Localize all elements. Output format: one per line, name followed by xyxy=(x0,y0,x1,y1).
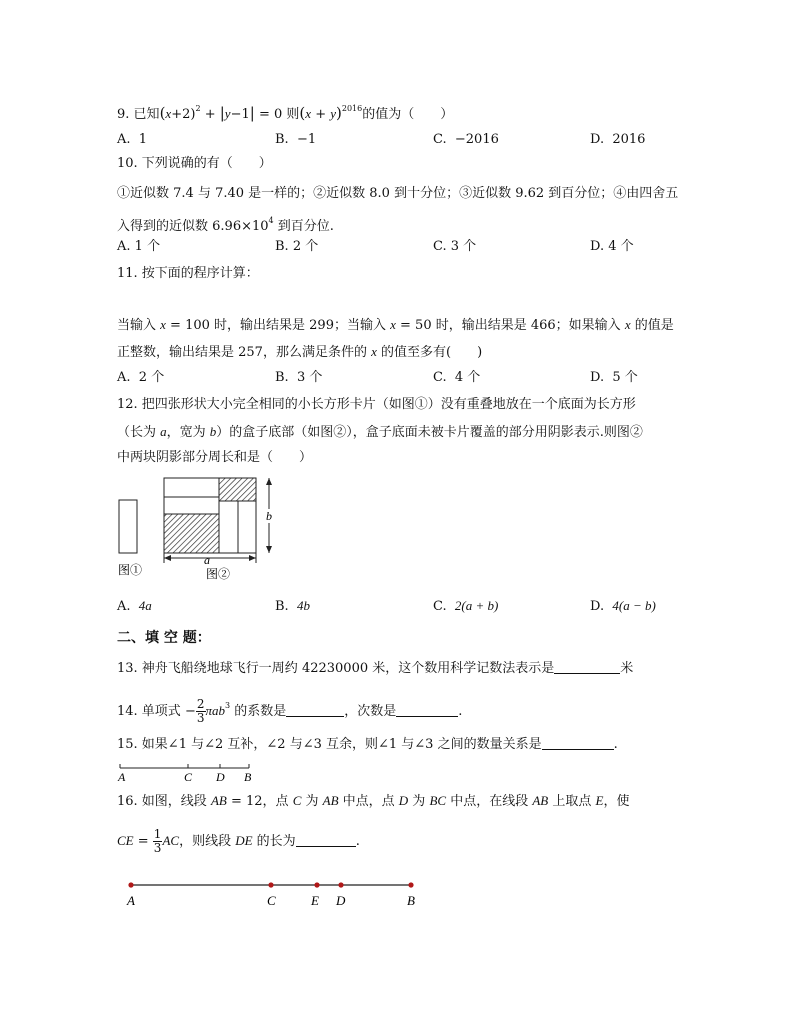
q12-line3: 中两块阴影部分周长和是（ ） xyxy=(117,450,313,465)
q10-line1: ①近似数 7.4 与 7.40 是一样的；②近似数 8.0 到十分位；③近似数 9.62 到百分位；④由四舍五 xyxy=(117,186,679,201)
q15-answer-blank[interactable] xyxy=(542,736,614,750)
q14: 14. 单项式 − $\frac{2}{3}$ πab$^3$ 的系数是 ，次数是 . xyxy=(117,697,463,725)
q10-option-c[interactable]: C. 3 个 xyxy=(433,239,477,254)
q9-known: 已知 xyxy=(133,107,160,122)
q9-option-d[interactable]: D. 2016 xyxy=(590,132,646,147)
point-c xyxy=(268,882,273,887)
q9-stem xyxy=(117,100,453,124)
var-x: x xyxy=(390,317,396,332)
q9-number: 9. xyxy=(117,107,130,122)
q10-line2-a: 入得到的近似数 xyxy=(117,219,213,234)
arrow-left xyxy=(164,555,171,561)
q16-line2: CE = $\frac{1}{3}$ AC，则线段 DE 的长为 . xyxy=(117,827,360,855)
q10-option-b[interactable]: B. 2 个 xyxy=(275,239,319,254)
q15: 15. 如果∠1 与∠2 互补，∠2 与∠3 互余，则∠1 与∠3 之间的数量关系是 . xyxy=(117,737,618,752)
point-label-b: B xyxy=(407,893,415,908)
q12-option-a[interactable]: A. 4a xyxy=(117,598,152,614)
q9-option-a[interactable]: A. 1 xyxy=(117,132,148,147)
sci-number: 6.96×10 xyxy=(212,219,269,234)
point-label-d: D xyxy=(216,770,225,784)
q11-option-c[interactable]: C. 4 个 xyxy=(433,370,481,385)
point-label-c: C xyxy=(267,893,276,908)
q10-line2-b: 到百分位. xyxy=(273,219,334,234)
q11-option-a[interactable]: A. 2 个 xyxy=(117,370,165,385)
q12-option-c[interactable]: C. 2(a + b) xyxy=(433,598,499,614)
abs-bar: | xyxy=(249,104,255,122)
fraction: $\frac{1}{3}$ xyxy=(153,827,162,855)
q9-option-c[interactable]: C. −2016 xyxy=(433,132,499,147)
expr-part: + xyxy=(204,107,216,122)
fig1-card xyxy=(119,500,137,553)
exponent: 4 xyxy=(268,216,274,225)
point-label-b: B xyxy=(244,770,252,784)
q10-option-d[interactable]: D. 4 个 xyxy=(590,239,634,254)
q12-line1: 12. 把四张形状大小完全相同的小长方形卡片（如图①）没有重叠地放在一个底面为长方形 xyxy=(117,397,636,412)
abs-bar: | xyxy=(219,104,225,122)
arrow-up xyxy=(266,478,272,485)
q11-option-b[interactable]: B. 3 个 xyxy=(275,370,323,385)
q15-segment xyxy=(117,760,267,784)
q11-option-d[interactable]: D. 5 个 xyxy=(590,370,638,385)
q12-option-b[interactable]: B. 4b xyxy=(275,598,310,614)
var-y: y xyxy=(224,106,231,121)
q16-segment xyxy=(120,876,440,916)
expr-part: −1 xyxy=(230,107,250,122)
arrow-down xyxy=(266,546,272,553)
q12-option-d[interactable]: D. 4(a − b) xyxy=(590,598,656,614)
q12-figure xyxy=(110,474,310,584)
fig2-label: 图② xyxy=(206,567,231,581)
arrow-right xyxy=(249,555,256,561)
fig2-card-vert2 xyxy=(238,501,256,553)
paren: ( xyxy=(299,104,306,122)
section-title: 二、填 空 题： xyxy=(117,630,211,646)
q11-line2: 正整数，输出结果是 257，那么满足条件的 x 的值至多有( ) xyxy=(117,344,483,360)
q9-option-b[interactable]: B. −1 xyxy=(275,132,317,147)
var-x: x xyxy=(624,317,631,332)
paren: ( xyxy=(159,104,166,122)
dim-b-label: b xyxy=(266,509,272,523)
fig2-card-top xyxy=(164,478,219,497)
fig1-label: 图① xyxy=(118,563,143,577)
expr-part: +2) xyxy=(171,107,196,122)
q14-degree-blank[interactable] xyxy=(396,703,458,717)
exponent: 2 xyxy=(195,104,201,113)
q9-then: 则 xyxy=(286,107,300,122)
q10-stem: 10. 下列说确的有（ ） xyxy=(117,156,272,171)
q16-line1: 16. 如图，线段 AB = 12，点 C 为 AB 中点，点 D 为 BC 中点，在线段 AB 上取点 E，使 xyxy=(117,793,630,809)
var-x: x xyxy=(305,106,312,121)
var-x: x xyxy=(371,344,377,359)
var-a: a xyxy=(160,424,167,439)
point-label-e: E xyxy=(311,893,319,908)
expr-part: + xyxy=(315,107,327,122)
minus-sign: − xyxy=(184,704,196,719)
fig2-card-second xyxy=(164,497,219,514)
var-x: x xyxy=(165,106,172,121)
var-x: x xyxy=(160,317,166,332)
expr-part: = 0 xyxy=(258,107,283,122)
q10-line2 xyxy=(117,212,334,236)
q11-line1: 当输入 x = 100 时，输出结果是 299；当输入 x = 50 时，输出结果是 466；如果输入 x 的值是 xyxy=(117,317,674,333)
point-d xyxy=(338,882,343,887)
fraction: $\frac{2}{3}$ xyxy=(196,697,205,725)
point-e xyxy=(314,882,319,887)
exponent: 3 xyxy=(225,701,231,710)
point-label-a: A xyxy=(127,893,135,908)
point-label-c: C xyxy=(184,770,193,784)
fig2-shade-top xyxy=(219,478,256,501)
q14-coefficient-blank[interactable] xyxy=(286,703,344,717)
fig2-card-vert1 xyxy=(219,501,238,553)
exponent: 2016 xyxy=(341,104,363,113)
point-label-a: A xyxy=(118,770,126,784)
var-y: y xyxy=(330,106,337,121)
q13: 13. 神舟飞船绕地球飞行一周约 42230000 米，这个数用科学记数法表示是 米 xyxy=(117,661,634,676)
point-label-d: D xyxy=(336,893,346,908)
q11-stem: 11. 按下面的程序计算： xyxy=(117,266,259,281)
q9-tail: 的值为（ ） xyxy=(362,107,454,122)
monomial: πab xyxy=(205,703,226,718)
paren: ) xyxy=(336,104,342,122)
fig2-shade-bottom xyxy=(164,514,219,553)
q16-answer-blank[interactable] xyxy=(296,833,356,847)
dim-a-label: a xyxy=(204,553,210,567)
point-b xyxy=(408,882,413,887)
q10-option-a[interactable]: A. 1 个 xyxy=(117,239,161,254)
point-a xyxy=(128,882,133,887)
q13-answer-blank[interactable] xyxy=(554,660,620,674)
q12-line2: （长为 a，宽为 b）的盒子底部（如图②），盒子底面未被卡片覆盖的部分用阴影表示.则图② xyxy=(117,424,643,440)
var-b: b xyxy=(209,424,217,439)
